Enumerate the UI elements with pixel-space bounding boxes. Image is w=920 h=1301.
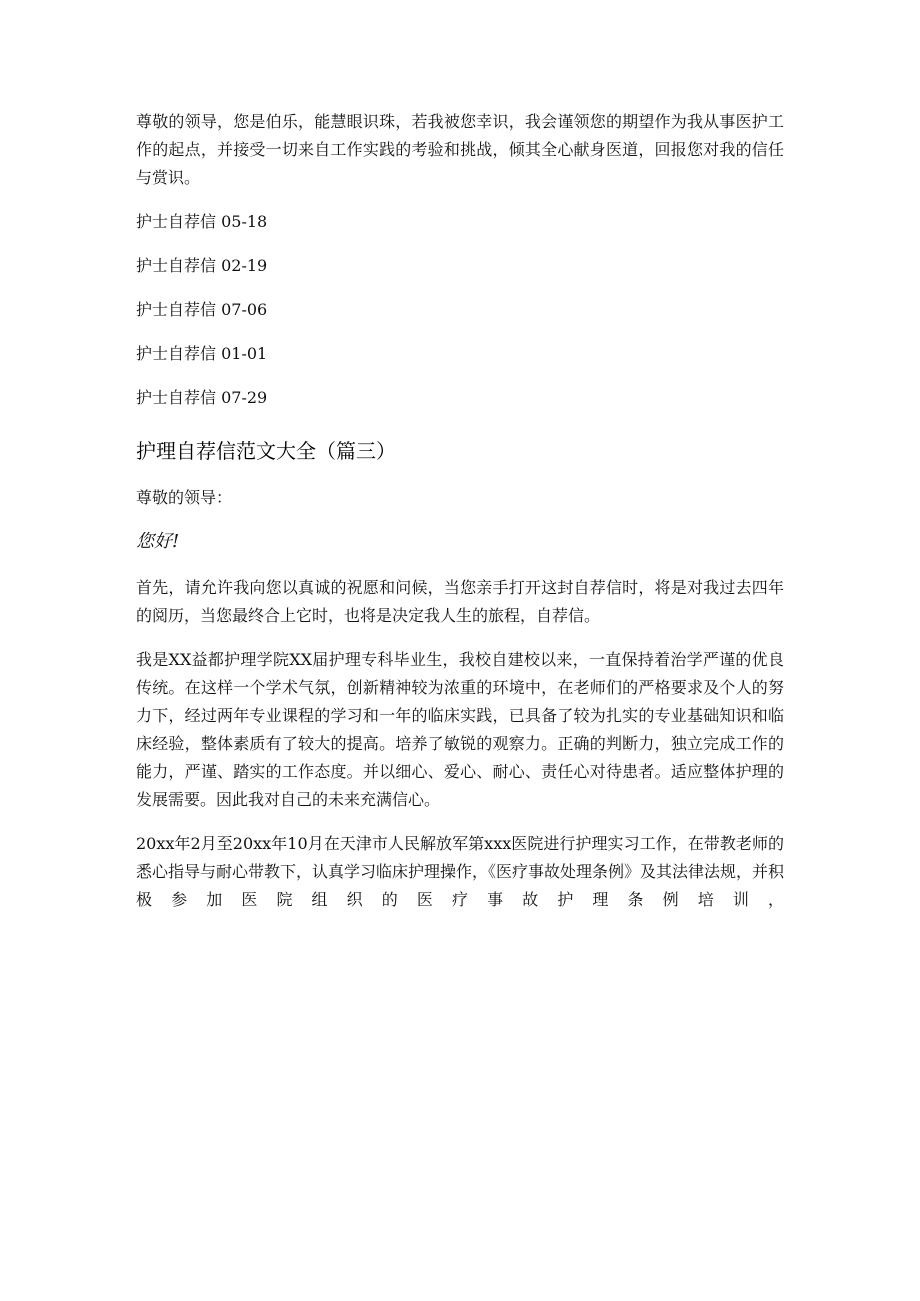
body-paragraph-1: 首先，请允许我向您以真诚的祝愿和问候，当您亲手打开这封自荐信时，将是对我过去四年的阅历，当您最终合上它时，也将是决定我人生的旅程，自荐信。	[136, 578, 784, 625]
intro-paragraph: 尊敬的领导，您是伯乐，能慧眼识珠，若我被您幸识，我会谨领您的期望作为我从事医护工作的起点，并接受一切来自工作实践的考验和挑战，倾其全心献身医道，回报您对我的信任与赏识。	[136, 112, 784, 187]
related-links-list	[136, 208, 784, 412]
related-link-item[interactable]: 护士自荐信 02-19	[136, 256, 268, 275]
letter-greeting: 您好!	[136, 531, 180, 552]
body-paragraph-3: 20xx年2月至20xx年10月在天津市人民解放军第xxx医院进行护理实习工作，在带教老师的悉心指导与耐心带教下，认真学习临床护理操作，《医疗事故处理条例》及其法律法规，并积极参加医院组织的医疗事故护理条例培训，	[136, 834, 785, 909]
body-paragraph-2: 我是XX益都护理学院XX届护理专科毕业生，我校自建校以来，一直保持着治学严谨的优良传统。在这样一个学术气氛，创新精神较为浓重的环境中，在老师们的严格要求及个人的努力下，经过两年专业课程的学习和一年的临床实践，已具备了较为扎实的专业基础知识和临床经验，整体素质有了较大的提高。培养了敏锐的观察力。正确的判断力，独立完成工作的能力，严谨、踏实的工作态度。并以细心、爱心、耐心、责任心对待患者。适应整体护理的发展需要。因此我对自己的未来充满信心。	[136, 650, 784, 809]
letter-salutation: 尊敬的领导：	[136, 488, 233, 507]
related-link-item[interactable]: 护士自荐信 01-01	[136, 344, 268, 363]
related-link-item[interactable]: 护士自荐信 07-29	[136, 388, 268, 407]
related-link-item[interactable]: 护士自荐信 05-18	[136, 212, 268, 231]
document-body	[136, 108, 784, 930]
related-link-item[interactable]: 护士自荐信 07-06	[136, 300, 268, 319]
section-heading: 护理自荐信范文大全（篇三）	[136, 439, 396, 463]
